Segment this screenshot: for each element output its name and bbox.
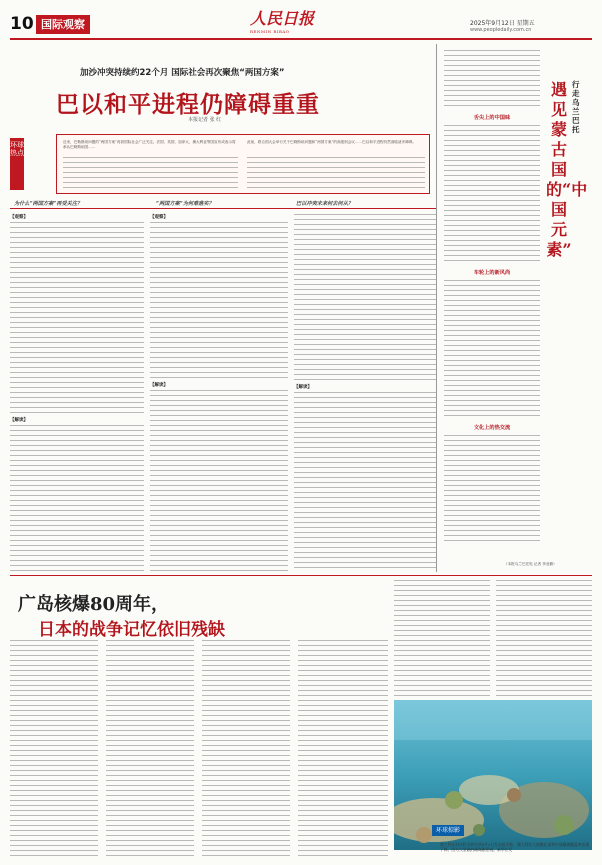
col-3-text-a xyxy=(294,214,436,384)
bottom-col-5 xyxy=(394,580,490,696)
sidebar-kicker: 行走乌兰巴托 xyxy=(572,80,580,134)
intro-col-2-lines xyxy=(247,157,425,189)
marker-interpret-3: 【解读】 xyxy=(294,385,312,390)
sidebar-headline: 遇见蒙古国的“中国元素” xyxy=(546,80,588,259)
lead-intro-box xyxy=(56,134,430,194)
column-divider xyxy=(436,44,437,572)
coral-reef-photo xyxy=(394,700,592,850)
logo-pinyin: RENMIN RIBAO xyxy=(250,29,290,34)
bottom-col-3 xyxy=(202,640,290,858)
marker-interpret: 【解读】 xyxy=(10,418,28,423)
bottom-col-2 xyxy=(106,640,194,858)
lead-subtitle: 加沙冲突持续约22个月 国际社会再次聚焦“两国方案” xyxy=(80,68,285,78)
hot-topic-tag: 环球热点 xyxy=(10,138,24,190)
col-1-text-b xyxy=(10,425,144,573)
bottom-headline-line-1: 广岛核爆80周年， xyxy=(18,594,170,615)
subhead-rule xyxy=(10,208,436,209)
bottom-col-6 xyxy=(496,580,592,696)
lead-headline: 巴以和平进程仍障碍重重 xyxy=(56,91,320,118)
subhead-3: 巴以冲突未来何去何从？ xyxy=(296,201,354,207)
marker-observe: 【观察】 xyxy=(10,215,28,220)
sidebar-text-b xyxy=(444,125,540,265)
subhead-1: 为什么“两国方案”再受关注？ xyxy=(14,201,83,207)
photo-tag: 环球掠影 xyxy=(432,825,464,836)
sidebar-subhead-2: 车轮上的新风尚 xyxy=(473,270,511,276)
sidebar-subhead-3: 文化上的热交流 xyxy=(473,425,511,431)
lead-col-3 xyxy=(294,214,436,570)
bottom-headline-line-2: 日本的战争记忆依旧残缺 xyxy=(38,620,225,640)
intro-col-1: 近来，巴勒斯坦问题的“两国方案”再获国际社会广泛关注。法国、英国、加拿大、澳大利亚等国宣布或表示将承认巴勒斯坦国…… xyxy=(63,140,236,150)
newspaper-logo xyxy=(250,6,342,36)
photo-caption: 澳大利亚海洋科学研究所9月2日发布报告称，澳大利亚大堡礁北部和中部珊瑚覆盖率出现下降。图为大堡礁的珊瑚礁景观。新华社发 xyxy=(440,842,590,852)
url-text: www.peopledaily.com.cn xyxy=(470,27,532,33)
marker-observe-2: 【观察】 xyxy=(150,215,168,220)
col-1-text-a xyxy=(10,222,144,417)
sidebar-text-a xyxy=(444,50,540,110)
lead-col-2 xyxy=(150,214,288,570)
intro-col-2: 此前，联合国大会举行关于巴勒斯坦问题和“两国方案”的高级别会议……巴以和平进程仍然面临诸多障碍。 xyxy=(247,140,416,144)
intro-col-1-lines xyxy=(63,157,238,189)
header-rule xyxy=(10,38,592,40)
bottom-right-text xyxy=(394,580,592,696)
page-number: 10 xyxy=(10,14,34,34)
lead-col-1 xyxy=(10,214,144,570)
sidebar-credit: （本报乌兰巴托电 记者 李亚楠） xyxy=(504,562,557,566)
sidebar-subhead-1: 舌尖上的中国味 xyxy=(473,115,511,121)
sidebar-text-d xyxy=(444,435,540,545)
sidebar-text-c xyxy=(444,280,540,420)
col-2-text-a xyxy=(150,222,288,382)
marker-interpret-2: 【解读】 xyxy=(150,383,168,388)
bottom-col-1 xyxy=(10,640,98,858)
bottom-col-4 xyxy=(298,640,388,858)
bottom-rule xyxy=(10,575,592,576)
logo-text: 人民日报 xyxy=(250,9,315,28)
col-3-text-b xyxy=(294,392,436,570)
col-2-text-b xyxy=(150,390,288,575)
section-tag: 国际观察 xyxy=(36,15,90,34)
date-text: 2025年9月12日 星期五 xyxy=(470,20,535,27)
dateline xyxy=(470,18,535,33)
lead-byline: 本报记者 张 红 xyxy=(188,117,222,123)
sidebar-body xyxy=(444,50,540,570)
subhead-2: “两国方案”为何难落实？ xyxy=(156,201,214,207)
bottom-body xyxy=(10,640,388,858)
